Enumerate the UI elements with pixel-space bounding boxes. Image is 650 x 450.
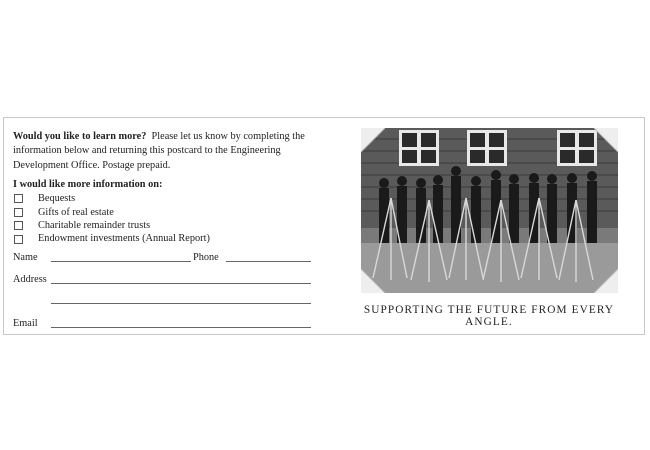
- email-row: [13, 318, 313, 330]
- address-label: Address: [13, 274, 47, 285]
- name-label: Name: [13, 252, 38, 263]
- email-label: Email: [13, 318, 38, 329]
- address-row: [13, 274, 313, 286]
- historic-surveyors-photo: [361, 128, 618, 293]
- email-input-line[interactable]: [51, 327, 311, 328]
- tagline: SUPPORTING THE FUTURE FROM EVERY ANGLE.: [363, 304, 615, 328]
- reply-form-text: [13, 130, 313, 246]
- options-list: [13, 192, 313, 246]
- window-left: [399, 130, 439, 166]
- window-center: [467, 130, 507, 166]
- options-heading: I would like more information on:: [13, 179, 163, 191]
- option-item[interactable]: [13, 232, 313, 245]
- postcard: [3, 117, 645, 335]
- address-input-line-2[interactable]: [51, 303, 311, 304]
- intro-paragraph: [13, 130, 313, 173]
- address-input-line[interactable]: [51, 283, 311, 284]
- name-phone-row: [13, 252, 313, 264]
- checkbox[interactable]: [14, 235, 23, 244]
- option-label: Charitable remainder trusts: [38, 220, 151, 232]
- intro-question: Would you like to learn more?: [13, 131, 147, 142]
- intro-body: Please let us know by completing the information below and returning this postcard to the Engineering Development Office. Postage prepaid.: [13, 131, 305, 171]
- checkbox[interactable]: [14, 194, 23, 203]
- option-item[interactable]: [13, 192, 313, 205]
- checkbox[interactable]: [14, 208, 23, 217]
- option-label: Endowment investments (Annual Report): [38, 233, 210, 245]
- option-label: Gifts of real estate: [38, 206, 114, 218]
- option-item[interactable]: [13, 219, 313, 232]
- checkbox[interactable]: [14, 221, 23, 230]
- phone-label: Phone: [193, 252, 219, 263]
- phone-input-line[interactable]: [226, 261, 311, 262]
- window-right: [557, 130, 597, 166]
- option-item[interactable]: [13, 206, 313, 219]
- option-label: Bequests: [38, 193, 76, 205]
- name-input-line[interactable]: [51, 261, 191, 262]
